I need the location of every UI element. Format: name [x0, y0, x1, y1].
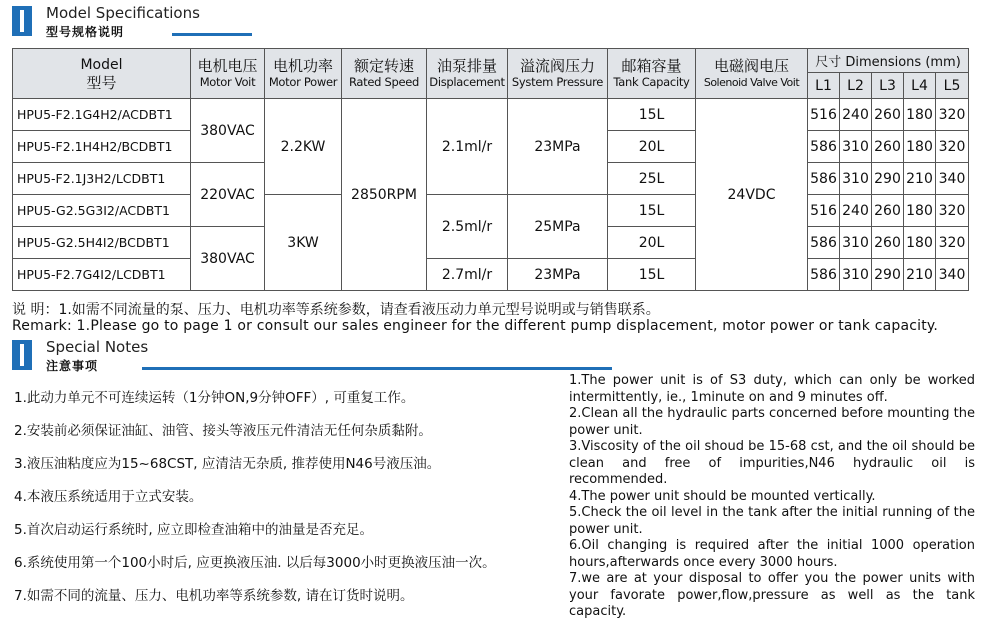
header-model: Model 型号 [13, 49, 191, 99]
note-cn-item: 2.安装前必须保证油缸、油管、接头等液压元件清洁无任何杂质黏附。 [14, 423, 432, 439]
note-en-item: 6.Oil changing is required after the initial 1000 operation hours,afterwards once every 3000 hours. [569, 538, 975, 570]
dim-cell: 516 [808, 99, 840, 131]
dim-cell: 320 [936, 99, 969, 131]
header-l2: L2 [840, 73, 872, 99]
model-cell: HPU5-G2.5H4I2/BCDBT1 [13, 227, 191, 259]
solenoid-cell: 24VDC [696, 99, 808, 291]
pressure-cell: 23MPa [508, 99, 608, 195]
model-cell: HPU5-G2.5G3I2/ACDBT1 [13, 195, 191, 227]
tank-cell: 15L [608, 99, 696, 131]
dim-cell: 180 [904, 131, 936, 163]
note-cn-item: 5.首次启动运行系统时, 应立即检查油箱中的油量是否充足。 [14, 522, 373, 538]
header-voltage: 电机电压 Motor Voit [191, 49, 265, 99]
section-title-en: Model Specifications [46, 4, 200, 22]
dim-cell: 260 [872, 195, 904, 227]
dim-cell: 180 [904, 195, 936, 227]
table-row [13, 259, 969, 291]
pressure-cell: 25MPa [508, 195, 608, 259]
dim-cell: 180 [904, 99, 936, 131]
displacement-cell: 2.5ml/r [427, 195, 508, 259]
dim-cell: 516 [808, 195, 840, 227]
section-marker-icon [12, 6, 32, 36]
power-cell: 3KW [265, 195, 342, 291]
section-title-cn: 注意事项 [46, 359, 99, 373]
section-title-cn: 型号规格说明 [46, 25, 125, 39]
note-cn-item: 7.如需不同的流量、压力、电机功率等系统参数, 请在订货时说明。 [14, 588, 414, 604]
dim-cell: 310 [840, 131, 872, 163]
header-solenoid: 电磁阀电压 Solenoid Valve Voit [696, 49, 808, 99]
power-cell: 2.2KW [265, 99, 342, 195]
dim-cell: 340 [936, 163, 969, 195]
dim-cell: 260 [872, 99, 904, 131]
header-l3: L3 [872, 73, 904, 99]
remark-cn: 说 明：1.如需不同流量的泵、压力、电机功率等系统参数，请查看液压动力单元型号说明或与销售联系。 [12, 302, 660, 318]
table-row [13, 195, 969, 227]
model-cell: HPU5-F2.1H4H2/BCDBT1 [13, 131, 191, 163]
dim-cell: 210 [904, 259, 936, 291]
header-l4: L4 [904, 73, 936, 99]
section-underline [142, 367, 612, 370]
note-cn-item: 6.系统使用第一个100小时后, 应更换液压油. 以后每3000小时更换液压油一次。 [14, 555, 496, 571]
voltage-cell: 220VAC [191, 163, 265, 227]
model-cell: HPU5-F2.1J3H2/LCDBT1 [13, 163, 191, 195]
section-title-en: Special Notes [46, 338, 149, 356]
tank-cell: 15L [608, 259, 696, 291]
model-cell: HPU5-F2.7G4I2/LCDBT1 [13, 259, 191, 291]
dim-cell: 586 [808, 163, 840, 195]
note-en-item: 3.Viscosity of the oil shoud be 15-68 cst, and the oil should be clean and free of impurities,N46 hydraulic oil is recommended. [569, 439, 975, 487]
tank-cell: 25L [608, 163, 696, 195]
section-marker-icon [12, 340, 32, 370]
remark-en: Remark: 1.Please go to page 1 or consult our sales engineer for the different pump displacement, motor power or tank capacity. [12, 318, 939, 334]
spec-table [12, 48, 969, 291]
header-speed: 额定转速 Rated Speed [342, 49, 427, 99]
dim-cell: 180 [904, 227, 936, 259]
header-dimensions: 尺寸 Dimensions (mm) [808, 49, 969, 73]
dim-cell: 586 [808, 131, 840, 163]
dim-cell: 320 [936, 227, 969, 259]
note-en-item: 5.Check the oil level in the tank after the initial running of the power unit. [569, 505, 975, 537]
dim-cell: 260 [872, 227, 904, 259]
header-l1: L1 [808, 73, 840, 99]
displacement-cell: 2.1ml/r [427, 99, 508, 195]
note-en-item: 4.The power unit should be mounted vertically. [569, 488, 876, 504]
dim-cell: 290 [872, 163, 904, 195]
header-pressure: 溢流阀压力 System Pressure [508, 49, 608, 99]
dim-cell: 290 [872, 259, 904, 291]
speed-cell: 2850RPM [342, 99, 427, 291]
dim-cell: 240 [840, 195, 872, 227]
voltage-cell: 380VAC [191, 99, 265, 163]
pressure-cell: 23MPa [508, 259, 608, 291]
dim-cell: 240 [840, 99, 872, 131]
tank-cell: 20L [608, 227, 696, 259]
tank-cell: 15L [608, 195, 696, 227]
note-cn-item: 4.本液压系统适用于立式安装。 [14, 489, 203, 505]
notes-en-list [569, 373, 975, 621]
note-en-item: 2.Clean all the hydraulic parts concerned before mounting the power unit. [569, 406, 975, 438]
note-cn-item: 1.此动力单元不可连续运转（1分钟ON,9分钟OFF）, 可重复工作。 [14, 390, 415, 406]
dim-cell: 310 [840, 163, 872, 195]
table-row [13, 99, 969, 131]
header-displacement: 油泵排量 Displacement [427, 49, 508, 99]
dim-cell: 340 [936, 259, 969, 291]
dim-cell: 260 [872, 131, 904, 163]
note-en-item: 7.we are at your disposal to offer you the power units with your favorate power,flow,pressure as well as the tank capacity. [569, 571, 975, 619]
note-en-item: 1.The power unit is of S3 duty, which can only be worked intermittently, ie., 1minute on and 9 minutes off. [569, 373, 975, 405]
displacement-cell: 2.7ml/r [427, 259, 508, 291]
dim-cell: 310 [840, 227, 872, 259]
dim-cell: 310 [840, 259, 872, 291]
voltage-cell: 380VAC [191, 227, 265, 291]
header-l5: L5 [936, 73, 969, 99]
header-tank: 邮箱容量 Tank Capacity [608, 49, 696, 99]
dim-cell: 210 [904, 163, 936, 195]
header-power: 电机功率 Motor Power [265, 49, 342, 99]
dim-cell: 586 [808, 227, 840, 259]
dim-cell: 586 [808, 259, 840, 291]
model-cell: HPU5-F2.1G4H2/ACDBT1 [13, 99, 191, 131]
tank-cell: 20L [608, 131, 696, 163]
section-underline [172, 33, 252, 36]
note-cn-item: 3.液压油粘度应为15~68CST, 应清洁无杂质, 推荐使用N46号液压油。 [14, 456, 441, 472]
dim-cell: 320 [936, 195, 969, 227]
dim-cell: 320 [936, 131, 969, 163]
notes-cn-list [14, 382, 554, 613]
